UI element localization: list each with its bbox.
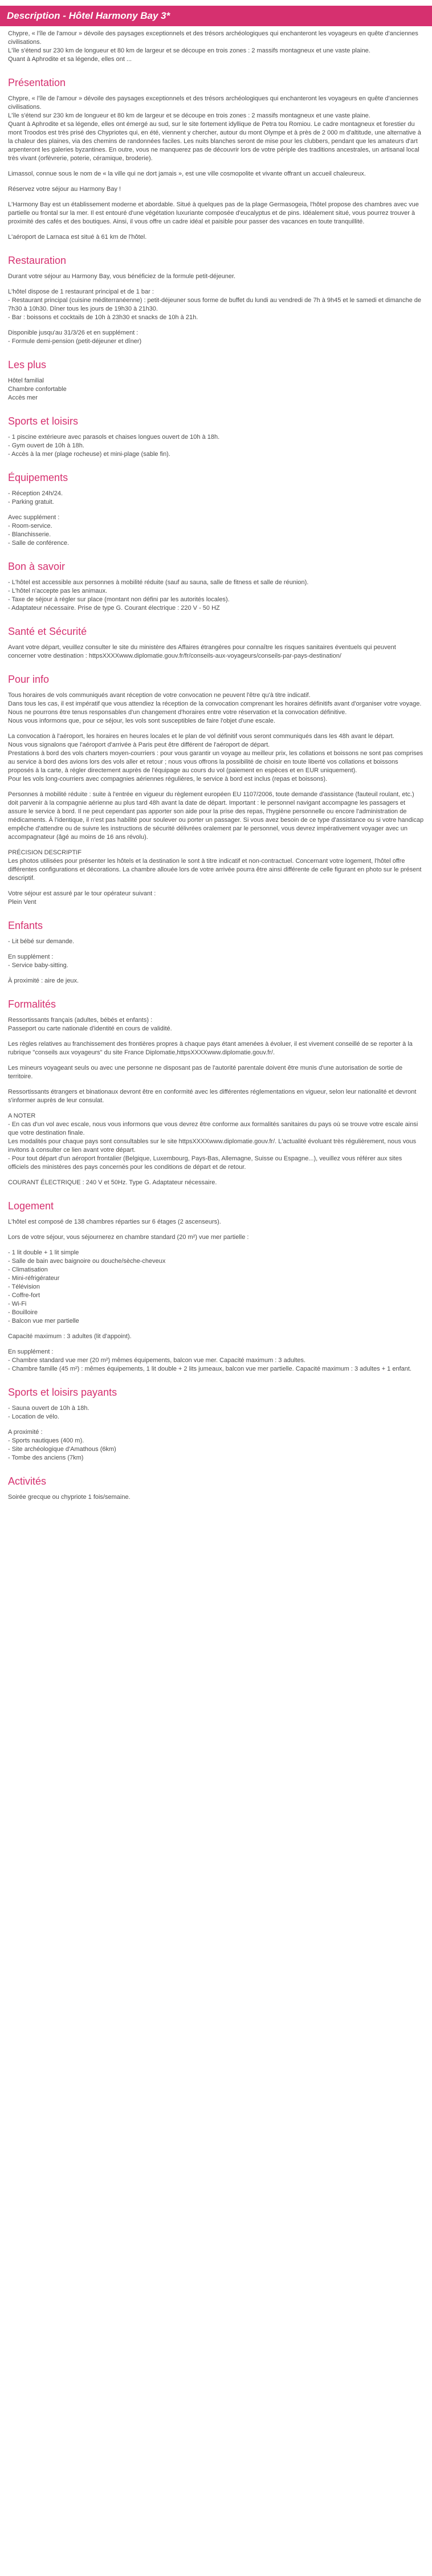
list-item: - Blanchisserie. [8,531,51,538]
list-item: - Salle de bain avec baignoire ou douche/sèche-cheveux [8,1258,166,1265]
list-item: - L'hôtel est accessible aux personnes à mobilité réduite (sauf au sauna, salle de fitness et salle de réunion). [8,579,309,586]
list-item: - Sauna ouvert de 10h à 18h. [8,1405,89,1412]
list-item: - Formule demi-pension (petit-déjeuner et dîner) [8,338,142,345]
list-item: - Restaurant principal (cuisine méditerranéenne) : petit-déjeuner sous forme de buffet du lundi au vendredi de 7h à 9h45 et le samedi et dimanche de 7h30 à 10h30. Dîner tous les jours de 19h30 à 21h30. [8,297,422,312]
presentation-paragraph-2: Limassol, connue sous le nom de « la ville qui ne dort jamais », est une ville cosmopolite et vivante offrant un accueil chaleureux. [8,170,366,177]
a-proximite-list [8,1428,424,1462]
info-paragraph-1: Tous horaires de vols communiqués avant réception de votre convocation ne peuvent l'être qu'à titre indicatif. Dans tous les cas, il est impératif que vous attendiez la réception de la convocation comprenant les horaires définitifs avant d'organiser votre voyage. Nous ne pourrons être tenus responsables d'un changement d'horaires entre votre réservation et la convocation définitive. Nous vous informons que, pour ce séjour, les vols sont susceptibles de faire l'objet d'une escale. [8,692,422,724]
enfants-paragraph: À proximité : aire de jeux. [8,977,79,984]
enfants-list [8,938,424,946]
page-title: Description - Hôtel Harmony Bay 3* [0,6,432,26]
list-item: - Réception 24h/24. [8,490,63,497]
list-item: - Service baby-sitting. [8,962,68,969]
logement-paragraph-2: Lors de votre séjour, vous séjournerez en chambre standard (20 m²) vue mer partielle : [8,1234,249,1241]
list-item: - Tombe des anciens (7km) [8,1454,84,1461]
list-item: - Mini-réfrigérateur [8,1275,60,1282]
formalites-paragraph-1: Ressortissants français (adultes, bébés et enfants) : Passeport ou carte nationale d'identité en cours de validité. [8,1017,172,1032]
equipements-list [8,490,424,507]
section-heading-plus: Les plus [8,359,47,370]
section-heading-sports: Sports et loisirs [8,415,79,427]
list-item: - Salle de conférence. [8,540,70,547]
list-item: En supplément : [8,953,54,960]
logement-equipment-list [8,1249,424,1326]
info-paragraph-3: Personnes à mobilité réduite : suite à l'entrée en vigueur du règlement européen EU 1107/2006, toute demande d'assistance (fauteuil roulant, etc.) doit parvenir à la compagnie aérienne au plus tard 48h avant la date de départ. Important : le personnel navigant accompagne les passagers et assure le service à bord. Il ne peut cependant pas apporter son aide pour la prise des repas, l'hygiène personnelle ou encore l'administration de médicaments. À l'identique, il n'est pas habilité pour soulever ou porter un passager. Si vous avez besoin de ce type d'assistance ou si votre handicap empêche d'attendre ou de suivre les instructions de sécurité délivrées oralement par le personnel, vous devrez impérativement voyager avec un accompagnateur (âgé au moins de 16 ans révolu). [8,791,424,841]
formalites-paragraph-4: Ressortissants étrangers et binationaux devront être en conformité avec les différentes réglementations en vigueur, selon leur nationalité et devront s'informer auprès de leur consulat. [8,1089,417,1104]
intro-paragraph: Chypre, « l'île de l'amour » dévoile des paysages exceptionnels et des trésors archéologiques qui enchanteront les voyageurs en quête d'anciennes civilisations. L'île s'étend sur 230 km de longueur et 80 km de largeur et se découpe en trois zones : 2 massifs montagneux et une vaste plaine. Quant à Aphrodite et sa légende, elles ont ... [8,30,418,63]
restauration-paragraph: Durant votre séjour au Harmony Bay, vous bénéficiez de la formule petit-déjeuner. [8,273,236,280]
list-item: - Bouilloire [8,1309,38,1316]
section-heading-presentation: Présentation [8,77,66,88]
enfants-supplement-list [8,953,424,970]
list-item: - Wi-Fi [8,1301,27,1307]
logement-paragraph-3: Capacité maximum : 3 adultes (lit d'appoint). [8,1333,132,1340]
restauration-supplement-list [8,329,424,346]
list-item: - Location de vélo. [8,1413,59,1420]
description-content [0,26,432,1502]
list-item: - Gym ouvert de 10h à 18h. [8,442,84,449]
formalites-paragraph-2: Les règles relatives au franchissement des frontières propres à chaque pays étant amenées à évoluer, il est vivement conseillé de se reporter à la rubrique "conseils aux voyageurs" du site France Diplomatie,httpsXXXXwww.diplomatie.gouv.fr/. [8,1041,413,1056]
list-item: - Room-service. [8,523,52,529]
restauration-list [8,288,424,322]
list-item: - Coffre-fort [8,1292,40,1299]
plus-list [8,377,424,402]
presentation-paragraph-3: Réservez votre séjour au Harmony Bay ! [8,186,121,193]
formalites-paragraph-6: COURANT ÉLECTRIQUE : 240 V et 50Hz. Type G. Adaptateur nécessaire. [8,1179,217,1186]
bon-a-savoir-list [8,578,424,613]
list-item: - Balcon vue mer partielle [8,1318,79,1324]
list-item: Hôtel familial [8,377,44,384]
section-heading-equipements: Équipements [8,472,68,483]
logement-paragraph-1: L'hôtel est composé de 138 chambres réparties sur 6 étages (2 ascenseurs). [8,1218,221,1225]
section-heading-sante: Santé et Sécurité [8,626,87,637]
list-item: L'hôtel dispose de 1 restaurant principal et de 1 bar : [8,288,154,295]
list-item: Disponible jusqu'au 31/3/26 et en supplément : [8,329,138,336]
logement-paragraph-4: En supplément : - Chambre standard vue mer (20 m²) mêmes équipements, balcon vue mer. Capacité maximum : 3 adultes. - Chambre famille (45 m²) : mêmes équipements, 1 lit double + 2 lits jumeaux, balcon vue mer partielle. Capacité maximum : 3 adultes + 1 enfant. [8,1348,411,1372]
list-item: Avec supplément : [8,514,60,521]
info-paragraph-2: La convocation à l'aéroport, les horaires en heures locales et le plan de vol définitif vous seront communiqués dans les 48h avant le départ. Nous vous signalons que l'aéroport d'arrivée à Paris peut être différent de l'aéroport de départ. Prestations à bord des vols charters moyen-courriers : pour vous garantir un voyage au meilleur prix, les collations et boissons ne sont pas comprises au service à bord des avions lors des vols aller et retour ; nous vous offrons la possibilité de choisir en toute liberté vos collations et boissons proposés à la carte, à régler directement auprès de l'équipage au cours du vol (paiement en espèces et en EUR uniquement). Pour les vols long-courriers avec compagnies aériennes régulières, le service à bord est inclus (repas et boissons). [8,733,423,782]
list-item: - Accès à la mer (plage rocheuse) et mini-plage (sable fin). [8,451,170,458]
sante-paragraph: Avant votre départ, veuillez consulter le site du ministère des Affaires étrangères pour connaître les risques sanitaires éventuels qui peuvent concerner votre destination : httpsXXXXwww.diplomatie.gouv.fr/fr/conseils-aux-voyageurs/conseils-par-pays-destination/ [8,644,396,659]
section-heading-pour-info: Pour info [8,674,50,685]
list-item: - Lit bébé sur demande. [8,938,75,945]
sports-payants-list [8,1404,424,1421]
section-heading-logement: Logement [8,1200,54,1212]
formalites-paragraph-5: A NOTER - En cas d'un vol avec escale, nous vous informons que vous devrez être conforme aux formalités sanitaires du pays où se trouve votre escale ainsi que votre destination finale. Les modalités pour chaque pays sont consultables sur le site httpsXXXXwww.diplomatie.gouv.fr/. L'actualité évoluant très régulièrement, nous vous invitons à consulter ce lien avant votre départ. - Pour tout départ d'un aéroport frontalier (Belgique, Luxembourg, Pays-Bas, Allemagne, Suisse ou Espagne...), veuillez vous référer aux sites officiels des ministères des pays concernés pour les conditions de départ et de retour. [8,1112,418,1171]
info-paragraph-4: PRÉCISION DESCRIPTIF Les photos utilisées pour présenter les hôtels et la destination le sont à titre indicatif et non-contractuel. Concernant votre logement, l'hôtel offre différentes configurations et décorations. La chambre allouée lors de votre arrivée pourra être ainsi différente de celle figurant en photo sur le présent descriptif. [8,849,422,882]
list-item: - Bar : boissons et cocktails de 10h à 23h30 et snacks de 10h à 21h. [8,314,198,321]
list-item: - 1 lit double + 1 lit simple [8,1249,79,1256]
list-item: - L'hôtel n'accepte pas les animaux. [8,588,108,594]
list-item: Accès mer [8,394,38,401]
activites-paragraph: Soirée grecque ou chypriote 1 fois/semaine. [8,1494,131,1501]
info-paragraph-5: Votre séjour est assuré par le tour opérateur suivant : Plein Vent [8,890,156,906]
list-item: - Sports nautiques (400 m). [8,1437,84,1444]
list-item: - Adaptateur nécessaire. Prise de type G. Courant électrique : 220 V - 50 HZ [8,605,220,612]
section-heading-enfants: Enfants [8,920,43,931]
presentation-paragraph-5: L'aéroport de Larnaca est situé à 61 km de l'hôtel. [8,234,147,241]
list-item: - Climatisation [8,1266,48,1273]
presentation-paragraph-1: Chypre, « l'île de l'amour » dévoile des paysages exceptionnels et des trésors archéologiques qui enchanteront les voyageurs en quête d'anciennes civilisations. L'île s'étend sur 230 km de longueur et 80 km de largeur et se découpe en trois zones : 2 massifs montagneux et une vaste plaine. Quant à Aphrodite et sa légende, elles ont émergé au sud, sur le site fortement idyllique de Petra tou Romiou. Le cadre montagneux et forestier du mont Troodos est très prisé des Chypriotes qui, en été, viennent y chercher, autour du mont Olympe et à près de 2 000 m d'altitude, une alternative à la chaleur des plaines, via des chemins de randonnées faciles. Les nuits blanches seront de mise pour les clubbers, pendant que les amateurs d'art arpenteront les galeries byzantines. En outre, vous ne manquerez pas de découvrir lors de votre périple des traditions ancestrales, un artisanal local très vivant (orfèvrerie, poterie, céramique, broderie). [8,95,421,162]
list-item: - Site archéologique d'Amathous (6km) [8,1446,116,1453]
section-heading-bon-a-savoir: Bon à savoir [8,561,66,572]
list-item: A proximité : [8,1429,43,1436]
list-item: - 1 piscine extérieure avec parasols et chaises longues ouvert de 10h à 18h. [8,434,220,441]
equipements-supplement-list [8,513,424,548]
formalites-paragraph-3: Les mineurs voyageant seuls ou avec une personne ne disposant pas de l'autorité parentale doivent être munis d'une autorisation de sortie de territoire. [8,1065,403,1080]
section-heading-sports-payants: Sports et loisirs payants [8,1387,117,1398]
presentation-paragraph-4: L'Harmony Bay est un établissement moderne et abordable. Situé à quelques pas de la plage Germasogeia, l'hôtel propose des chambres avec vue partielle ou frontal sur la mer. Il est entouré d'une végétation luxuriante composée d'eucalyptus et de pins. Idéalement situé, vous pourrez trouver à proximité des cafés et des boutiques. Ainsi, il vous offre un cadre idéal et paisible pour passer des vacances en toute tranquillité. [8,201,419,225]
list-item: - Parking gratuit. [8,499,54,506]
sports-list [8,433,424,459]
section-heading-formalites: Formalités [8,998,56,1010]
section-heading-activites: Activités [8,1476,47,1487]
list-item: - Taxe de séjour à régler sur place (montant non défini par les autorités locales). [8,596,230,603]
section-heading-restauration: Restauration [8,255,67,266]
list-item: - Télévision [8,1283,40,1290]
list-item: Chambre confortable [8,386,67,393]
